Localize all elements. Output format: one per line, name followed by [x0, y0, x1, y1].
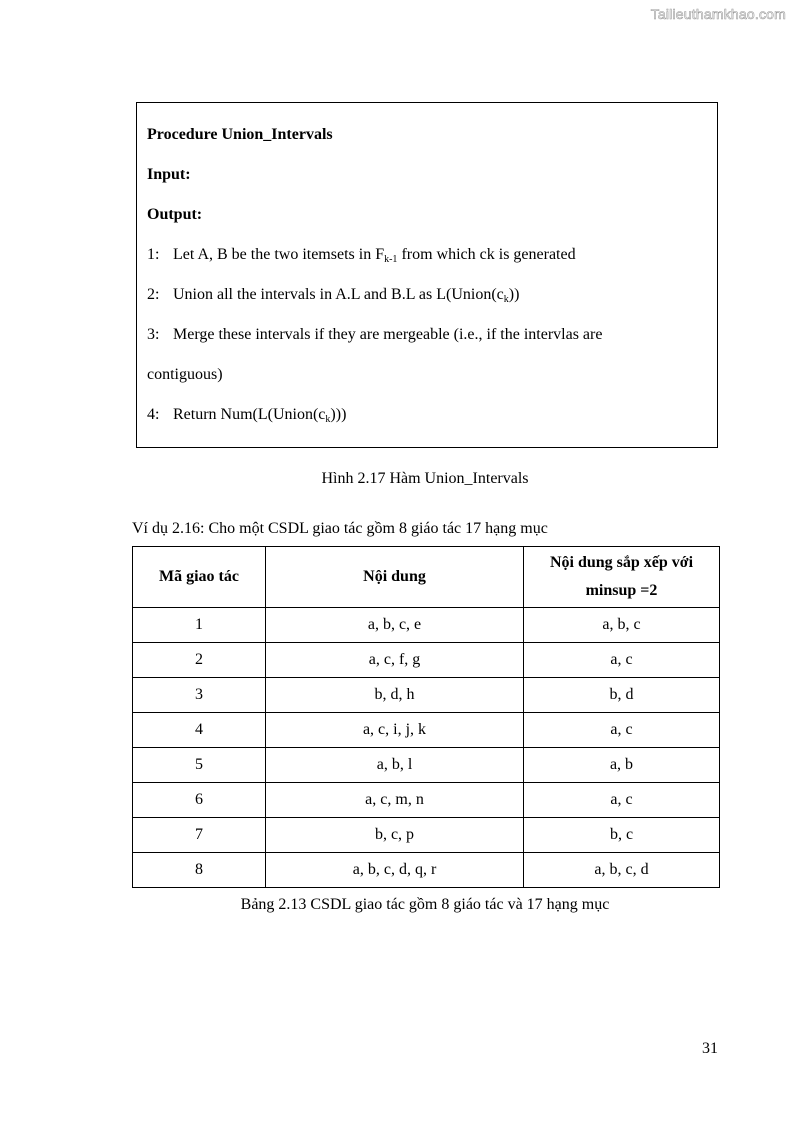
- cell-id: 3: [133, 678, 266, 713]
- cell-content: a, b, c, d, q, r: [266, 853, 524, 888]
- input-label: Input:: [147, 166, 191, 183]
- cell-sorted: a, b: [524, 748, 720, 783]
- cell-sorted: a, c: [524, 713, 720, 748]
- cell-content: a, b, l: [266, 748, 524, 783]
- cell-sorted: a, c: [524, 783, 720, 818]
- header-sorted-line2: minsup =2: [585, 582, 658, 599]
- step-3-continued: contiguous): [147, 366, 223, 383]
- cell-id: 2: [133, 643, 266, 678]
- step-number: 2:: [147, 286, 160, 303]
- cell-sorted: b, c: [524, 818, 720, 853]
- cell-content: a, c, f, g: [266, 643, 524, 678]
- cell-sorted: a, c: [524, 643, 720, 678]
- table-row: [133, 818, 720, 853]
- header-transaction-id: Mã giao tác: [133, 547, 266, 608]
- cell-id: 4: [133, 713, 266, 748]
- cell-content: b, d, h: [266, 678, 524, 713]
- step-number: 1:: [147, 246, 160, 263]
- header-sorted-line1: Nội dung sắp xếp với: [549, 554, 694, 571]
- output-label: Output:: [147, 206, 203, 223]
- table-row: [133, 713, 720, 748]
- header-sorted-content: [524, 547, 720, 608]
- step-text-end: )): [508, 286, 520, 303]
- step-subscript: k: [325, 414, 331, 425]
- step-number: 4:: [147, 406, 160, 423]
- step-number: 3:: [147, 326, 160, 343]
- table-row: [133, 748, 720, 783]
- transaction-table: [132, 546, 720, 888]
- cell-id: 7: [133, 818, 266, 853]
- step-4: [147, 405, 346, 425]
- table-row: [133, 853, 720, 888]
- step-3: [147, 325, 602, 345]
- cell-id: 5: [133, 748, 266, 783]
- header-content: Nội dung: [266, 547, 524, 608]
- cell-sorted: a, b, c, d: [524, 853, 720, 888]
- step-text: Return Num(L(Union(c: [173, 406, 326, 423]
- step-text: Merge these intervals if they are mergeable (i.e., if the intervlas are: [173, 326, 603, 343]
- table-header-row: [133, 547, 720, 608]
- example-intro: Ví dụ 2.16: Cho một CSDL giao tác gồm 8 giáo tác 17 hạng mục: [132, 520, 548, 537]
- cell-sorted: a, b, c: [524, 608, 720, 643]
- table-row: [133, 678, 720, 713]
- step-subscript: k: [503, 294, 509, 305]
- procedure-title: Procedure Union_Intervals: [147, 126, 333, 143]
- procedure-box: [136, 102, 718, 448]
- step-text: Let A, B be the two itemsets in F: [173, 246, 385, 263]
- table-caption: Bảng 2.13 CSDL giao tác gồm 8 giáo tác và 17 hạng mục: [240, 896, 610, 913]
- step-text-end: from which ck is generated: [397, 246, 576, 263]
- step-2: [147, 285, 519, 305]
- table-row: [133, 783, 720, 818]
- step-text-end: ))): [330, 406, 347, 423]
- cell-content: a, b, c, e: [266, 608, 524, 643]
- cell-content: a, c, i, j, k: [266, 713, 524, 748]
- cell-id: 1: [133, 608, 266, 643]
- cell-content: b, c, p: [266, 818, 524, 853]
- watermark: Tailieuthamkhao.com: [650, 6, 786, 22]
- cell-sorted: b, d: [524, 678, 720, 713]
- step-text: Union all the intervals in A.L and B.L as L(Union(c: [173, 286, 504, 303]
- cell-content: a, c, m, n: [266, 783, 524, 818]
- table-row: [133, 608, 720, 643]
- page-number: 31: [702, 1040, 718, 1057]
- cell-id: 8: [133, 853, 266, 888]
- step-1: [147, 245, 576, 265]
- cell-id: 6: [133, 783, 266, 818]
- table-row: [133, 643, 720, 678]
- figure-caption: Hình 2.17 Hàm Union_Intervals: [321, 470, 529, 487]
- step-subscript: k-1: [384, 254, 398, 265]
